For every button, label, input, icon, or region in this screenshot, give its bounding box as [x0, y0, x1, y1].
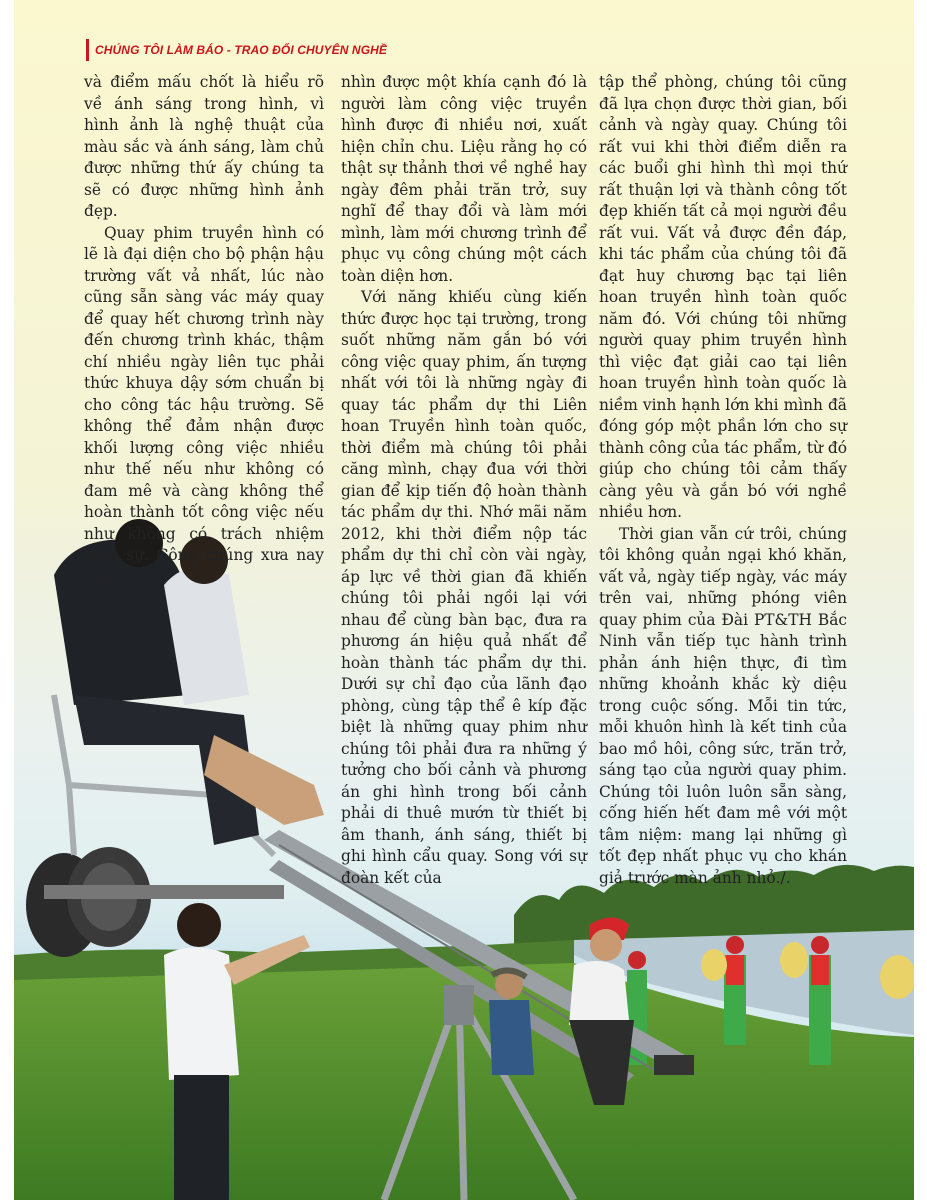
- paragraph: nhìn được một khía cạnh đó là người làm công việc truyền hình được đi nhiều nơi, xuất hiện chỉn chu. Liệu rằng họ có thật sự thảnh thơi về nghề hay ngày đêm phải trăn trở, suy nghĩ để thay đổi và làm mới mình, làm mới chương trình để phục vụ công chúng một cách toàn diện hơn.: [341, 73, 587, 285]
- section-header: [86, 38, 387, 62]
- magazine-page: [14, 0, 914, 1200]
- paragraph: và điểm mấu chốt là hiểu rõ về ánh sáng trong hình, vì hình ảnh là nghệ thuật của màu sắc và ánh sáng, làm chủ được những thứ ấy chúng ta sẽ có được những hình ảnh đẹp.: [84, 73, 324, 220]
- paragraph: tập thể phòng, chúng tôi cũng đã lựa chọn được thời gian, bối cảnh và ngày quay. Chúng tôi rất vui khi thời điểm diễn ra các buổi ghi hình thì mọi thứ rất thuận lợi và thành công tốt đẹp khiến tất cả mọi người đều rất vui. Vất vả được đền đáp, khi tác phẩm của chúng tôi đã đạt huy chương bạc tại liên hoan truyền hình toàn quốc năm đó. Với chúng tôi những người quay phim truyền hình thì việc đạt giải cao tại liên hoan truyền hình toàn quốc là niềm vinh hạnh lớn khi mình đã đóng góp một phần lớn cho sự thành công của tác phẩm, từ đó giúp cho chúng tôi cảm thấy càng yêu và gắn bó với nghề nhiều hơn.: [599, 73, 847, 521]
- header-accent-bar: [86, 39, 89, 61]
- paragraph: Quay phim truyền hình có lẽ là đại diện cho bộ phận hậu trường vất vả nhất, lúc nào cũng sẵn sàng vác máy quay để quay hết chương trình này đến chương trình khác, thậm chí nhiều ngày liên tục phải thức khuya dậy sớm chuẩn bị cho công tác hậu trường. Sẽ không thể đảm nhận được khối lượng công việc nhiều như thế nếu như không có đam mê và càng không thể hoàn thành tốt công việc nếu như không có trách nhiệm thực sự. Công chúng xưa nay mới chỉ: [84, 223, 324, 586]
- article-column-1: [84, 72, 324, 588]
- paragraph: Thời gian vẫn cứ trôi, chúng tôi không quản ngại khó khăn, vất vả, ngày tiếp ngày, vác máy trên vai, những phóng viên quay phim của Đài PT&TH Bắc Ninh vẫn tiếp tục hành trình phản ánh hiện thực, đi tìm những khoảnh khắc kỳ diệu trong cuộc sống. Mỗi tin tức, mỗi khuôn hình là kết tinh của bao mồ hôi, công sức, trăn trở, sáng tạo của người quay phim. Chúng tôi luôn luôn sẵn sàng, cống hiến hết đam mê với một tâm niệm: mang lại những gì tốt đẹp nhất phục vụ cho khán giả trước màn ảnh nhỏ./.: [599, 524, 847, 887]
- section-title: CHÚNG TÔI LÀM BÁO - TRAO ĐỔI CHUYÊN NGHỀ: [95, 43, 387, 57]
- paragraph: Với năng khiếu cùng kiến thức được học tại trường, trong suốt những năm gắn bó với công việc quay phim, ấn tượng nhất với tôi là những ngày đi quay tác phẩm dự thi Liên hoan Truyền hình toàn quốc, thời điểm mà chúng tôi phải căng mình, chạy đua với thời gian để kịp tiến độ hoàn thành tác phẩm dự thi. Nhớ mãi năm 2012, khi thời điểm nộp tác phẩm dự thi chỉ còn vài ngày, áp lực về thời gian đã khiến chúng tôi phải ngồi lại với nhau để cùng bàn bạc, đưa ra phương án hiệu quả nhất để hoàn thành tác phẩm dự thi. Dưới sự chỉ đạo của lãnh đạo phòng, cùng tập thể ê kíp đặc biệt là những quay phim như chúng tôi phải đưa ra những ý tưởng cho bối cảnh và phương án ghi hình trong bối cảnh phải di thuê mướn từ thiết bị âm thanh, ánh sáng, thiết bị ghi hình cẩu quay. Song với sự đoàn kết của: [341, 288, 587, 887]
- article-column-3: [599, 72, 847, 889]
- article-column-2: [341, 72, 587, 889]
